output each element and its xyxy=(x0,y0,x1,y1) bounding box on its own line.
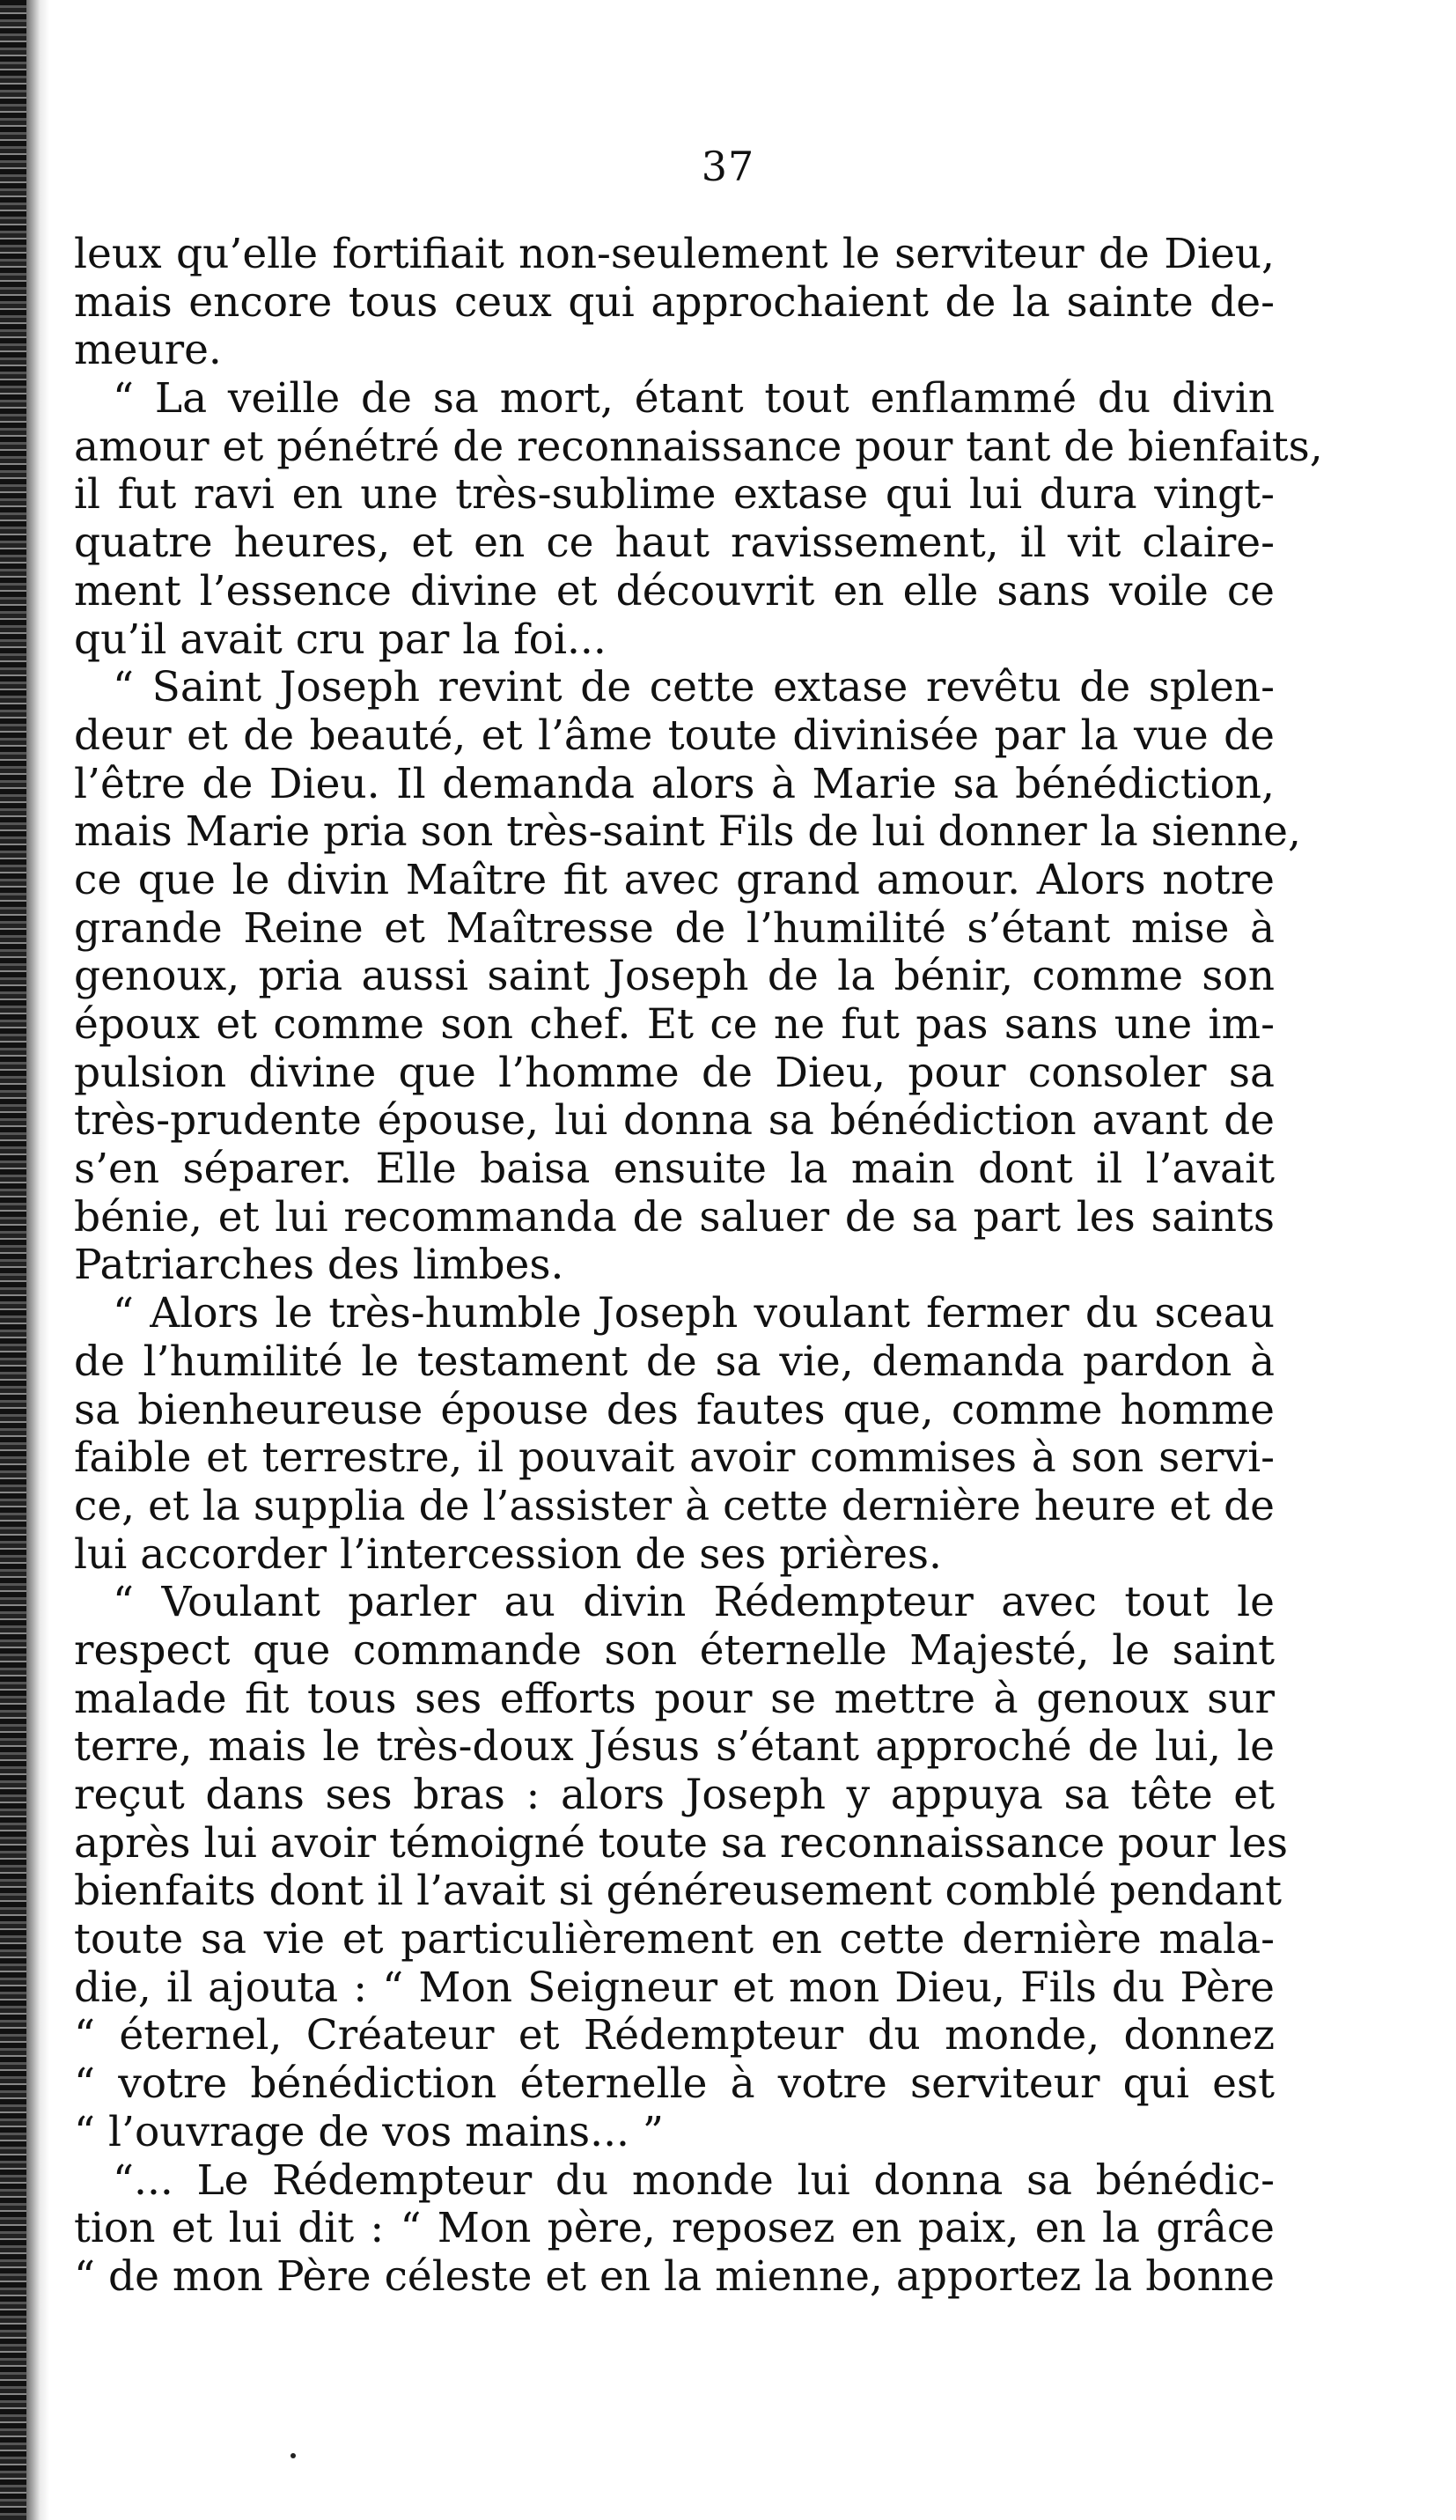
text-line: quatre heures, et en ce haut ravissement, il vit claire- xyxy=(74,519,1275,568)
text-line: “ l’ouvrage de vos mains... ” xyxy=(74,2107,664,2156)
text-line: respect que commande son éternelle Majesté, le saint xyxy=(74,1625,1275,1675)
text-line: “ de mon Père céleste et en la mienne, apportez la bonne xyxy=(74,2251,1275,2301)
text-line: die, il ajouta : “ Mon Seigneur et mon Dieu, Fils du Père xyxy=(74,1963,1275,2012)
text-line: Patriarches des limbes. xyxy=(74,1241,564,1290)
text-line: tion et lui dit : “ Mon père, reposez en paix, en la grâce xyxy=(74,2204,1275,2253)
text-line: mais encore tous ceux qui approchaient de la sainte de- xyxy=(74,277,1275,327)
text-line: reçut dans ses bras : alors Joseph y appuya sa tête et xyxy=(74,1771,1275,1819)
text-line: qu’il avait cru par la foi... xyxy=(74,615,607,664)
text-line: leux qu’elle fortifiait non-seulement le serviteur de Dieu, xyxy=(74,230,1275,278)
text-line: deur et de beauté, et l’âme toute divinisée par la vue de xyxy=(74,711,1275,760)
text-line: bénie, et lui recommanda de saluer de sa part les saints xyxy=(74,1192,1275,1242)
text-line: pulsion divine que l’homme de Dieu, pour consoler sa xyxy=(74,1048,1275,1097)
text-line: bienfaits dont il l’avait si généreusement comblé pendant xyxy=(74,1867,1283,1916)
page-body-text xyxy=(74,230,1323,2302)
binding-shadow xyxy=(26,0,49,2520)
text-line: grande Reine et Maîtresse de l’humilité s’étant mise à xyxy=(74,903,1275,953)
text-line: sa bienheureuse épouse des fautes que, comme homme xyxy=(74,1385,1275,1434)
text-line: meure. xyxy=(74,326,222,375)
ink-speck xyxy=(290,2453,296,2458)
text-line: très-prudente épouse, lui donna sa bénédiction avant de xyxy=(74,1096,1275,1146)
text-line: époux et comme son chef. Et ce ne fut pas sans une im- xyxy=(74,1000,1275,1049)
text-line: de l’humilité le testament de sa vie, demanda pardon à xyxy=(74,1337,1275,1386)
text-line: mais Marie pria son très-saint Fils de lui donner la sienne, xyxy=(74,807,1301,857)
text-line: “ éternel, Créateur et Rédempteur du monde, donnez xyxy=(74,2011,1275,2060)
text-line: “ La veille de sa mort, étant tout enflammé du divin xyxy=(113,374,1275,424)
book-binding-edge xyxy=(0,0,26,2520)
text-line: “ Alors le très-humble Joseph voulant fermer du sceau xyxy=(113,1289,1275,1338)
text-line: après lui avoir témoigné toute sa reconnaissance pour les xyxy=(74,1818,1289,1868)
text-line: malade fit tous ses efforts pour se mettre à genoux sur xyxy=(74,1674,1275,1723)
text-line: l’être de Dieu. Il demanda alors à Marie sa bénédiction, xyxy=(74,759,1275,808)
text-line: amour et pénétré de reconnaissance pour tant de bienfaits, xyxy=(74,422,1323,471)
text-line: “ Saint Joseph revint de cette extase revêtu de splen- xyxy=(113,663,1275,712)
text-line: “ votre bénédiction éternelle à votre serviteur qui est xyxy=(74,2059,1275,2109)
text-line: faible et terrestre, il pouvait avoir commises à son servi- xyxy=(74,1433,1275,1483)
text-line: s’en séparer. Elle baisa ensuite la main dont il l’avait xyxy=(74,1145,1275,1194)
text-line: “... Le Rédempteur du monde lui donna sa bénédic- xyxy=(113,2155,1275,2205)
text-line: genoux, pria aussi saint Joseph de la bénir, comme son xyxy=(74,952,1275,1001)
text-line: “ Voulant parler au divin Rédempteur avec tout le xyxy=(113,1578,1275,1627)
text-line: ce, et la supplia de l’assister à cette dernière heure et de xyxy=(74,1481,1275,1530)
text-line: terre, mais le très-doux Jésus s’étant approché de lui, le xyxy=(74,1722,1275,1772)
text-line: ment l’essence divine et découvrit en elle sans voile ce xyxy=(74,566,1275,615)
text-line: ce que le divin Maître fit avec grand amour. Alors notre xyxy=(74,855,1275,904)
text-line: toute sa vie et particulièrement en cette dernière mala- xyxy=(74,1915,1275,1964)
text-line: il fut ravi en une très-sublime extase qui lui dura vingt- xyxy=(74,470,1275,519)
page-number: 37 xyxy=(701,143,755,190)
text-line: lui accorder l’intercession de ses prières. xyxy=(74,1529,942,1579)
